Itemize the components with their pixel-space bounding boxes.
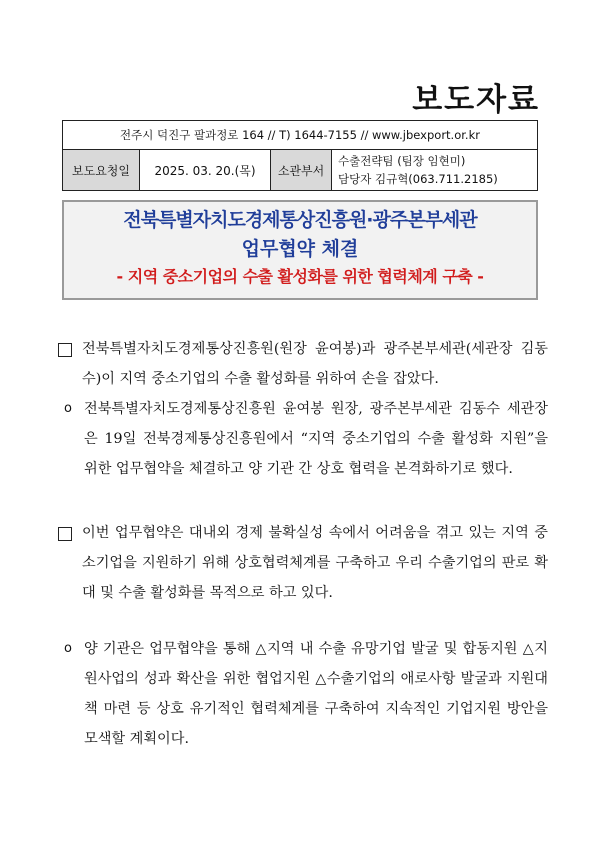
contact-info: 전주시 덕진구 팔과정로 164 // T) 1644-7155 // www.jbexport.or.kr <box>63 121 538 150</box>
document-type-title: 보도자료 <box>412 82 540 118</box>
department-team: 수출전략팀 (팀장 임현미) <box>338 154 466 168</box>
department-contact: 담당자 김규혁(063.711.2185) <box>338 172 498 186</box>
headline-box <box>62 200 538 300</box>
press-info-table <box>62 120 538 191</box>
paragraph-2-text: 이번 업무협약은 대내외 경제 불확실성 속에서 어려움을 겪고 있는 지역 중소기업을 지원하기 위해 상호협력체계를 구축하고 우리 수출기업의 판로 확대 및 수출 활성화를 목적으로 하고 있다. <box>82 525 548 601</box>
request-date-label: 보도요청일 <box>63 150 140 191</box>
circle-bullet-icon: o <box>64 641 72 656</box>
paragraph-2 <box>58 518 548 608</box>
paragraph-2-sub-text: 양 기관은 업무협약을 통해 △지역 내 수출 유망기업 발굴 및 합동지원 △지원사업의 성과 확산을 위한 협업지원 △수출기업의 애로사항 발굴과 지원대책 마련 등 상호 유기적인 협력체계를 구축하여 지속적인 기업지원 방안을 모색할 계획이다. <box>84 641 548 747</box>
paragraph-1-sub <box>58 394 548 484</box>
request-date: 2025. 03. 20.(목) <box>140 150 271 191</box>
department-label: 소관부서 <box>271 150 332 191</box>
paragraph-1 <box>58 334 548 394</box>
square-bullet-icon <box>58 334 82 394</box>
square-bullet-icon <box>58 518 82 608</box>
circle-bullet-icon: o <box>64 401 72 416</box>
department-info <box>332 150 538 191</box>
headline-line1: 전북특별자치도경제통상진흥원·광주본부세관 <box>123 209 477 231</box>
headline-line2: 업무협약 체결 <box>241 238 359 260</box>
headline-subtitle: - 지역 중소기업의 수출 활성화를 위한 협력체계 구축 - <box>116 267 484 286</box>
paragraph-1-text: 전북특별자치도경제통상진흥원(원장 윤여봉)과 광주본부세관(세관장 김동수)이 지역 중소기업의 수출 활성화를 위하여 손을 잡았다. <box>82 341 548 387</box>
paragraph-2-sub <box>58 634 548 754</box>
paragraph-1-sub-text: 전북특별자치도경제통상진흥원 윤여봉 원장, 광주본부세관 김동수 세관장은 19일 전북경제통상진흥원에서 “지역 중소기업의 수출 활성화 지원”을 위한 업무협약을 체결하고 양 기관 간 상호 협력을 본격화하기로 했다. <box>84 401 548 477</box>
